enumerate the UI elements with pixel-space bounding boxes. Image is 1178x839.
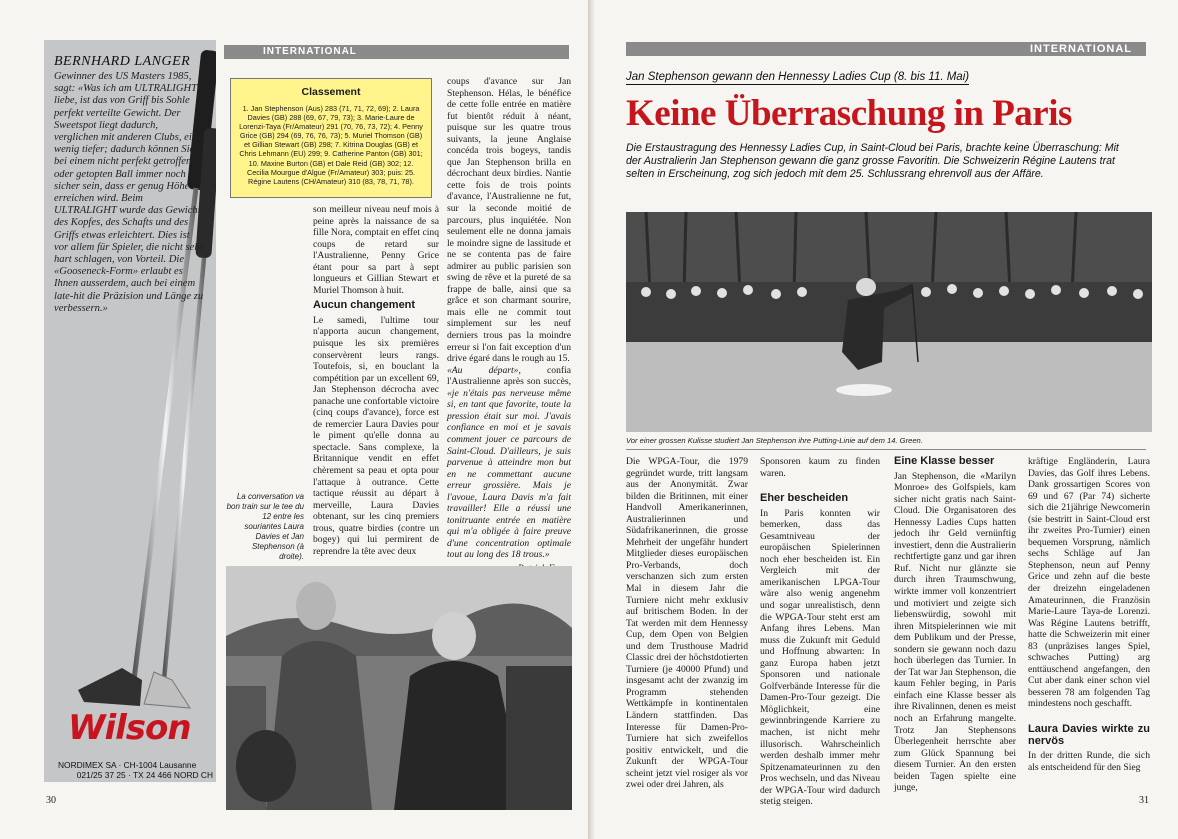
- german-column-2-body: In Paris konnten wir bemerken, dass das Gesamtniveau der europäischen Spielerinnen noch eher bescheiden ist. Ein Vergleich mit der amerikanischen LPGA-Tour wäre also wenig angenehm und sogar unrealistisch, denn die WPGA-Tour steht erst am Anfang ihres Lebens. Man muss die Zukunft mit Geduld und Hoffnung abwarten: In ganz Europa haben jetzt Sponsoren und nationale Golfverbände Interesse für die Damen-Pro-Tour gezeigt. Die Möglichkeit, eine gewinnbringende Karriere zu machen, ist nicht mehr illusorisch. Wahrscheinlich werden deshalb immer mehr Spitzenamateurinnen zu den Pros wechseln, und das Niveau der WPGA-Tour wird dadurch stetig steigen.: [760, 507, 880, 808]
- article-lead: Die Erstaustragung des Hennessy Ladies Cup, in Saint-Cloud bei Paris, brachte keine Überraschung: Mit der Australierin Jan Stephenson gewann die ganz grosse Favoritin. Die Schweizerin Régine Lautens trat selten in Erscheinung, zog sich jedoch mit dem 25. Schlussrang ehrenvoll aus der Affäre.: [626, 142, 1119, 181]
- section-label: INTERNATIONAL: [263, 46, 357, 57]
- german-column-4-tail: In der dritten Runde, die sich als entscheidend für den Sieg: [1028, 750, 1150, 773]
- german-column-1-text: Die WPGA-Tour, die 1979 gegründet wurde, tritt langsam aus der Anonymität. Zwar bilden die Britinnen, mit einer Handvoll Amerikanerinnen, Australierinnen und Südafrikanerinnen, die grosse Mehrheit der ungefähr hundert Mitglieder dieses europäischen Pro-Verbands, doch verschanzen sich zum ersten Mal in diesem Jahr die Turniere nicht mehr exklusiv auf britischem Boden. In der Tat werden mit dem Hennessy Cup, dem Open von Belgien und dem Trusthouse Madrid Classic drei der höchstdotierten Turniere (je 40000 Pfund) und insgesamt acht der zwanzig im Programm stehenden Wettkämpfe in kontinentalen Ländern stattfinden. Das Interesse für Damen-Pro-Turniere hat sich zweifellos positiv entwickelt, und die Zukunft der WPGA-Tour scheint jetzt viel rosiger als vor zwei oder drei Jahren, als: [626, 456, 748, 791]
- page-number-right: 31: [1139, 795, 1149, 806]
- german-column-4: [1028, 456, 1150, 773]
- ad-address-line1: NORDIMEX SA · CH-1004 Lausanne: [58, 760, 197, 770]
- putting-photo-graphic: [626, 212, 1152, 432]
- wilson-advertisement: [44, 40, 216, 782]
- photo-caption-right: Vor einer grossen Kulisse studiert Jan Stephenson ihre Putting-Linie auf dem 14. Green.: [626, 436, 923, 445]
- german-column-3: [894, 456, 1016, 794]
- ad-copy: Gewinner des US Masters 1985, sagt: «Was ich am ULTRALIGHT liebe, ist das von Griff bis Sohle perfekt verteilte Gewicht. Der Sweetspot liegt dadurch, verglichen mit anderen Clubs, ein wenig tiefer; dadurch können Sie, bei einem nicht perfekt getroffenen oder getopten Ball immer noch sicher sein, dass er genug Höhe erreichen wird. Beim ULTRALIGHT wurde das Gewicht des Kopfes, des Schafts und des Griffs etwas erleichtert. Dies ist vor allem für Spieler, die nicht sehr hart schlagen, von Vorteil. Die «Gooseneck-Form» erlaubt es Ihnen ausserdem, auch bei einem late-hit die Präzision und Länge zu verbessern.»: [54, 71, 204, 314]
- german-column-3-body: Jan Stephenson, die «Marilyn Monroe» des Golfspiels, kam sicher nicht gratis nach Saint-Cloud. Die Organisatoren des Hennessy Ladies Cups hatten jedoch ihr Geld vernünftig investiert, denn die Australierin rechtfertigte ganz und gar ihren Ruf. Nicht nur glänzte sie durch ihren Traumschwung, wirkte immer voll konzentriert und motiviert und zeigte sich liebenswürdig, sowohl mit ihren Mitspielerinnen wie mit dem Publikum und der Presse, sondern sie gewann noch dazu hoch überlegen das Turnier. In der Tat war Jan Stephenson, die kaum Fehler beging, in Paris einfach eine Klasse besser als ihre Rivalinnen, denen es meist noch an Erfahrung mangelte. Trotz Jan Stephensons Überlegenheit herrschte aber zum Glück Spannung bei diesem Turnier. An den ersten beiden Tagen spielte eine junge,: [894, 470, 1016, 794]
- ad-address-line2: 021/25 37 25 · TX 24 466 NORD CH: [76, 769, 213, 780]
- article-column-1: [313, 204, 439, 557]
- column-1-body: Le samedi, l'ultime tour n'apporta aucun changement, puisque les six premières conservèrent leurs rangs. Toutefois, si, en bouclant la compétition par un excellent 69, Jan Stephenson décrocha avec panache une confortable victoire (cinq coups d'avance), force est de remercier Laura Davies pour le piment qu'elle donna au spectacle. Sans complexe, la Britannique vendit en effet chèrement sa peau et opta pour l'attaque à outrance. Cette tactique réussit au départ à merveille, Laura Davies obtenant, sur les cinq premiers trous, quatre birdies (contre un bogey) qui lui permirent de reprendre la tête avec deux: [313, 314, 439, 557]
- photo-davies-stephenson: [226, 566, 572, 810]
- article-headline: Keine Überraschung in Paris: [626, 93, 1072, 134]
- subheading-eine-klasse-besser: Eine Klasse besser: [894, 455, 995, 467]
- caption-rule: [626, 449, 1146, 450]
- subheading-laura-davies: Laura Davies wirkte zu nervös: [1028, 723, 1150, 747]
- german-column-2-intro: Sponsoren kaum zu finden waren.: [760, 456, 880, 479]
- quote-text: «je n'étais pas nerveuse même si, en tant que favorite, toute la pression était sur moi. J'avais confiance en moi et je savais comment jouer ce parcours de Saint-Cloud. D'ailleurs, je suis parvenue à atteindre mon but en ne commettant aucune erreur grossière. Mais je l'avoue, Laura Davis m'a fait travailler! Elle a réussi une tonitruante entrée en matière qui m'a obligée à faire preuve d'une concentration optimale tout au long des 18 trous.»: [447, 387, 571, 561]
- classement-text: 1. Jan Stephenson (Aus) 283 (71, 71, 72, 69); 2. Laura Davies (GB) 288 (69, 67, 79, 73); 3. Marie-Laure de Lorenzi-Taya (Fr/Amateur) 291 (70, 76, 73, 72); 4. Penny Grice (GB) 294 (69, 76, 76, 73); 5. Muriel Thomson (GB) et Gillian Stewart (GB) 298; 7. Kitrina Douglas (GB) et Chris Lehmann (EU) 299; 9. Catherine Panton (GB) 301; 10. Maxine Burton (GB) et Dale Reid (GB) 302; 12. Cecilia Mourgue d'Algue (Fr/Amateur) 303; puis: 25. Régine Lautens (CH/Amateur) 310 (83, 78, 71, 78).: [239, 104, 423, 186]
- german-column-1: [626, 456, 748, 791]
- quote-intro: «Au départ»: [447, 364, 519, 376]
- article-column-2: [447, 76, 571, 575]
- classement-box: [230, 78, 432, 198]
- german-column-4-body: kräftige Engländerin, Laura Davies, das Golf ihres Lebens. Dank grossartigen Scores von 69 und 67 (Par 74) sicherte sich die 21jährige Newcomerin (sie bestritt in Saint-Cloud erst ihr zweites Pro-Turnier) einen bequemen Vorsprung, nämlich sechs Schläge auf Jan Stephenson, neun auf Penny Grice und zehn auf die beste der dreizehn eingeladenen Amateurinnen, die Französin Marie-Laure Taya-de Lorenzi. Was Régine Lautens betrifft, hatte die Schweizerin mit einer 83 (unpräzises langes Spiel, schwaches Putting) arg enttäuschend angefangen, den Cut aber dank einer schon viel besseren 78 am folgenden Tag mindestens noch geschafft.: [1028, 456, 1150, 710]
- photo-stephenson-putting: [626, 212, 1152, 432]
- column-2-quote-block: [447, 365, 571, 561]
- page-number-left: 30: [46, 795, 56, 806]
- photo-graphic: [226, 566, 572, 810]
- column-2-body: coups d'avance sur Jan Stephenson. Hélas, le bénéfice de cette folle entrée en matière fut bientôt réduit à néant, puisque sur les quatre trous suivants, la jeune Anglaise concéda trois bogeys, tandis que Jan Stephenson brilla en décrochant deux birdies. Nantie cette fois de trois points d'avance, l'Australienne ne fut, sur la seconde moitié de parcours, plus inquiétée. Non seulement elle ne donna jamais le moindre signe de lassitude et ne se contenta pas de faire admirer au public parisien son swing de rêve et la pureté de sa frappe de balle, ainsi que sa grâce et son charmant sourire, mais elle ne commit tout simplement sur les neuf derniers trous pas la moindre erreur si l'on fait exception d'un drive égaré dans le rough au 15.: [447, 76, 571, 365]
- quote-attribution: , confia l'Australienne après son succès,: [447, 364, 571, 388]
- photo-caption-left: La conversation va bon train sur le tee du 12 entre les souriantes Laura Davies et Jan Stephenson (à droite).: [226, 492, 304, 561]
- column-1-intro: son meilleur niveau neuf mois à peine après la naissance de sa fille Nora, comptait en effet cinq coups de retard sur l'Australienne, Penny Grice étant pour sa part à sept longueurs et Gillian Stewart et Muriel Thomson à huit.: [313, 204, 439, 296]
- section-bar: [224, 45, 569, 59]
- subheading-eher-bescheiden: Eher bescheiden: [760, 492, 849, 505]
- article-kicker: Jan Stephenson gewann den Hennessy Ladies Cup (8. bis 11. Mai): [626, 71, 970, 83]
- section-label-right: INTERNATIONAL: [1029, 43, 1132, 55]
- section-bar-right: [626, 42, 1146, 56]
- classement-title: Classement: [301, 86, 361, 98]
- ad-address: [58, 761, 213, 780]
- german-column-2: [760, 456, 880, 808]
- wilson-logo: Wilson: [68, 708, 191, 748]
- ad-title: BERNHARD LANGER: [54, 54, 191, 69]
- subheading-aucun-changement: Aucun changement: [313, 299, 416, 312]
- right-page: [594, 0, 1178, 839]
